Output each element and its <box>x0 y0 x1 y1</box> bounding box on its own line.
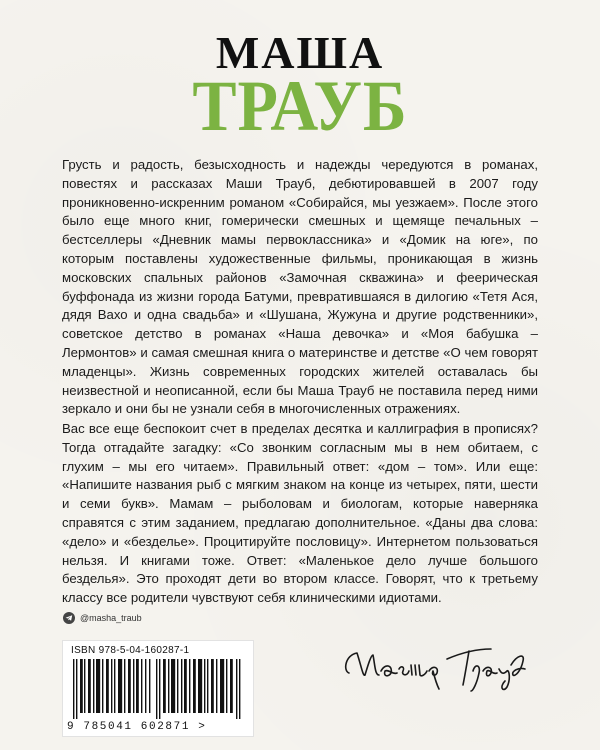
social-handle-text: @masha_traub <box>80 613 142 623</box>
description-paragraph-2: Вас все еще беспокоит счет в пределах десятка и каллиграфия в прописях? Тогда отгадайте загадку: «Со звонким согласным мы в нем обитаем, с глухим – мы его читаем». Правильный ответ: «дом – том». Или еще: «Напишите названия рыб с мягким знаком на конце из четырех, пяти, шести и семи букв». Мамам – рыболовам и биологам, которые наверняка справятся с этим заданием, предлагаю дополнительное. «Даны два слова: «дело» и «безделье». Процитируйте пословицу». Интернетом пользоваться нельзя. И книгами тоже. Ответ: «Маленькое дело лучше большого безделья». Это проходят дети во втором классе. Говорят, что к третьему классу все родители чувствуют себя клиническими идиотами. <box>62 421 538 606</box>
author-first-name: МАША <box>215 27 385 78</box>
telegram-icon <box>63 612 75 624</box>
isbn-label: ISBN 978-5-04-160287-1 <box>71 645 190 656</box>
author-last-name: ТРАУБ <box>192 66 408 146</box>
barcode-image <box>71 659 245 719</box>
barcode-number: 9 785041 602871 > <box>67 721 207 733</box>
social-handle <box>63 612 142 624</box>
author-signature <box>335 625 535 700</box>
isbn-barcode-block <box>62 640 254 737</box>
description-paragraph-1: Грусть и радость, безысходность и надежды чередуются в романах, повестях и рассказах Маши Трауб, дебютировавшей в 2007 году проникновенно-искренним романом «Собирайся, мы уезжаем». После этого было еще много книг, гомерически смешных и щемяще печальных – бестселлеры «Дневник мамы первоклассника» и «Домик на юге», по которым поставлены художественные фильмы, проникающая в жизнь московских спальных районов «Замочная скважина» и феерическая буффонада из жизни города Батуми, превратившаяся в дилогию «Тетя Ася, дядя Вахо и одна свадьба» и «Шушана, Жужуна и другие родственники», советское детство в романах «Наша девочка» и «Моя бабушка – Лермонтов» и самая смешная книга о материнстве и детстве «О чем говорят младенцы». Жизнь современных городских жителей оставалась бы неизвестной и неописанной, если бы Маша Трауб не поставила перед ними зеркало и они бы не узнали себя в многочисленных отражениях. <box>62 157 538 417</box>
